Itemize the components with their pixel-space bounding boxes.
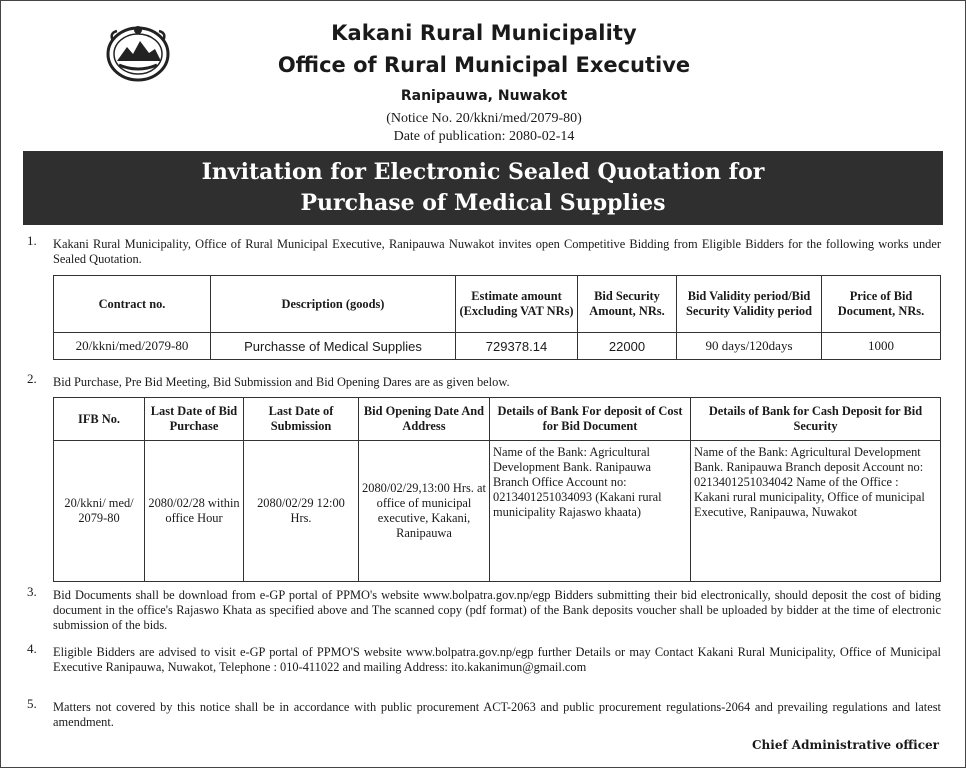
table-header: Description (goods) — [211, 276, 456, 333]
table-header: Contract no. — [54, 276, 211, 333]
table-header: Details of Bank For deposit of Cost for Bid Document — [490, 398, 691, 441]
item-number: 4. — [27, 641, 37, 656]
table-header: Bid Opening Date And Address — [359, 398, 490, 441]
banner-line-1: Invitation for Electronic Sealed Quotation for — [201, 159, 765, 185]
table-cell: 1000 — [822, 333, 941, 360]
item-text: Bid Documents shall be download from e-GP portal of PPMO's website www.bolpatra.gov.np/egp Bidders submitting their bid electronically, should deposit the cost of biding document in the office's Rajaswo Khata as specified above and The scanned copy (pdf format) of the Bank deposits voucher shall be uploaded by bidder at the time of electronic submission of the bids. — [53, 588, 941, 632]
table-cell: 2080/02/29 12:00 Hrs. — [244, 441, 359, 582]
table-header: Price of Bid Document, NRs. — [822, 276, 941, 333]
table-header: Last Date of Bid Purchase — [145, 398, 244, 441]
item-number: 3. — [27, 584, 37, 599]
publication-date: Date of publication: 2080-02-14 — [393, 129, 575, 144]
table-cell: Name of the Bank: Agricultural Development Bank. Ranipauwa Branch deposit Account no: 0213401251034042 Name of the Office : Kakani rural municipality, Office of municipal Executive, Ranipauwa, Nuwakot — [691, 441, 941, 582]
table-header: IFB No. — [54, 398, 145, 441]
table-header-row — [54, 398, 941, 441]
table-header-row — [54, 276, 941, 333]
table-cell: 2080/02/28 within office Hour — [145, 441, 244, 582]
table-header: Last Date of Submission — [244, 398, 359, 441]
banner-line-2: Purchase of Medical Supplies — [300, 190, 666, 216]
org-title: Kakani Rural Municipality — [331, 21, 637, 45]
invitation-banner — [23, 151, 943, 225]
signature: Chief Administrative officer — [751, 738, 939, 752]
table-header: Details of Bank for Cash Deposit for Bid Security — [691, 398, 941, 441]
item-text: Bid Purchase, Pre Bid Meeting, Bid Submission and Bid Opening Dares are as given below. — [53, 375, 510, 389]
table-cell: Name of the Bank: Agricultural Development Bank. Ranipauwa Branch Office Account no: 0213401251034093 (Kakani rural municipality Rajaswo khaata) — [490, 441, 691, 582]
table-cell: 729378.14 — [456, 333, 578, 360]
table-header: Bid Validity period/Bid Security Validity period — [677, 276, 822, 333]
table-header: Estimate amount (Excluding VAT NRs) — [456, 276, 578, 333]
office-title: Office of Rural Municipal Executive — [277, 53, 691, 77]
table-cell: 2080/02/29,13:00 Hrs. at office of municipal executive, Kakani, Ranipauwa — [359, 441, 490, 582]
item-number: 1. — [27, 233, 37, 248]
table-cell: 22000 — [578, 333, 677, 360]
item-text: Eligible Bidders are advised to visit e-GP portal of PPMO'S website www.bolpatra.gov.np/egp further Details or may Contact Kakani Rural Municipality, Office of Municipal Executive Ranipauwa, Nuwakot, Telephone : 010-411022 and mailing Address: ito.kakanimun@gmail.com — [53, 645, 941, 674]
table-row — [54, 441, 941, 582]
table-cell: 90 days/120days — [677, 333, 822, 360]
address: Ranipauwa, Nuwakot — [400, 88, 568, 104]
table-cell: Purchasse of Medical Supplies — [211, 333, 456, 360]
contract-table — [53, 275, 941, 360]
item-number: 5. — [27, 696, 37, 711]
item-number: 2. — [27, 371, 37, 386]
table-header: Bid Security Amount, NRs. — [578, 276, 677, 333]
table-row — [54, 333, 941, 360]
table-cell: 20/kkni/med/2079-80 — [54, 333, 211, 360]
table-cell: 20/kkni/ med/ 2079-80 — [54, 441, 145, 582]
schedule-table — [53, 397, 941, 582]
item-text: Matters not covered by this notice shall be in accordance with public procurement ACT-2063 and public procurement regulations-2064 and prevailing regulations and latest amendment. — [53, 700, 941, 729]
notice-number: (Notice No. 20/kkni/med/2079-80) — [386, 111, 582, 126]
item-text: Kakani Rural Municipality, Office of Rural Municipal Executive, Ranipauwa Nuwakot invites open Competitive Bidding from Eligible Bidders for the following works under Sealed Quotation. — [53, 237, 941, 266]
